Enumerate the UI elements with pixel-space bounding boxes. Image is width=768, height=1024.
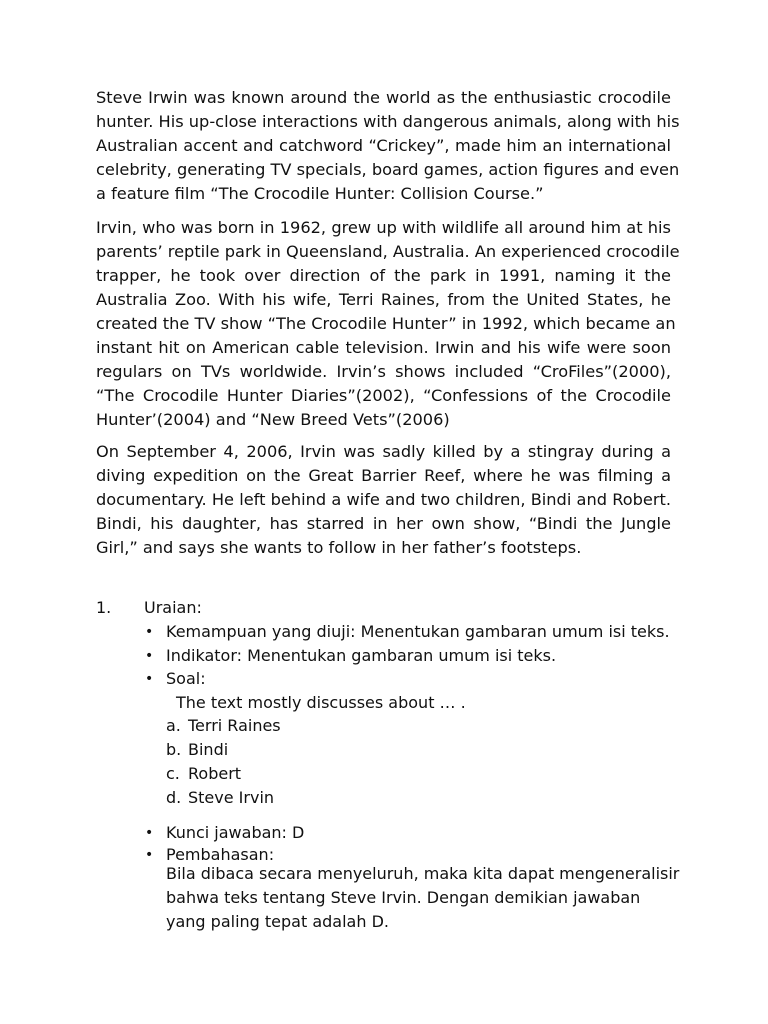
pembahasan-line: yang paling tepat adalah D. xyxy=(166,912,389,931)
kunci-jawaban: Kunci jawaban: D xyxy=(166,823,305,842)
paragraph-line: Irvin, who was born in 1962, grew up with wildlife all around him at his xyxy=(96,218,671,237)
pembahasan-line: Bila dibaca secara menyeluruh, maka kita dapat mengeneralisir xyxy=(166,864,680,883)
pembahasan-line: bahwa teks tentang Steve Irvin. Dengan demikian jawaban xyxy=(166,888,641,907)
paragraph-line: Australian accent and catchword “Crickey”, made him an international xyxy=(96,136,671,155)
option-text: Robert xyxy=(188,764,242,783)
indikator-text: Indikator: Menentukan gambaran umum isi teks. xyxy=(166,646,557,665)
paragraph-line: documentary. He left behind a wife and two children, Bindi and Robert. xyxy=(96,490,671,509)
paragraph-line: Steve Irwin was known around the world as the enthusiastic crocodile xyxy=(96,88,671,107)
paragraph-line: On September 4, 2006, Irvin was sadly killed by a stingray during a xyxy=(96,442,671,461)
paragraph-line: Australia Zoo. With his wife, Terri Raines, from the United States, he xyxy=(96,290,671,309)
bullet-icon: • xyxy=(145,847,154,863)
option-text: Terri Raines xyxy=(188,716,281,735)
paragraph-line: parents’ reptile park in Queensland, Australia. An experienced crocodile xyxy=(96,242,680,261)
bullet-icon: • xyxy=(145,825,154,841)
bullet-icon: • xyxy=(145,648,154,664)
bullet-icon: • xyxy=(145,624,154,640)
option-text: Bindi xyxy=(188,740,229,759)
option-letter: b. xyxy=(166,740,182,759)
paragraph-line: Hunter’(2004) and “New Breed Vets”(2006) xyxy=(96,410,450,429)
option-letter: a. xyxy=(166,716,181,735)
paragraph-line: created the TV show “The Crocodile Hunter” in 1992, which became an xyxy=(96,314,676,333)
paragraph-line: Bindi, his daughter, has starred in her own show, “Bindi the Jungle xyxy=(96,514,671,533)
option-letter: c. xyxy=(166,764,180,783)
question-stem: The text mostly discusses about … . xyxy=(176,693,466,712)
paragraph-line: a feature film “The Crocodile Hunter: Collision Course.” xyxy=(96,184,544,203)
paragraph-line: celebrity, generating TV specials, board games, action figures and even xyxy=(96,160,680,179)
option-text: Steve Irvin xyxy=(188,788,275,807)
pembahasan-label: Pembahasan: xyxy=(166,845,275,864)
paragraph-2 xyxy=(96,216,680,432)
bullet-icon: • xyxy=(145,671,154,687)
kemampuan-text: Kemampuan yang diuji: Menentukan gambaran umum isi teks. xyxy=(166,622,670,641)
option-letter: d. xyxy=(166,788,182,807)
paragraph-line: trapper, he took over direction of the park in 1991, naming it the xyxy=(96,266,671,285)
paragraph-1 xyxy=(96,86,680,206)
paragraph-line: hunter. His up-close interactions with dangerous animals, along with his xyxy=(96,112,680,131)
question-number: 1. xyxy=(96,598,112,617)
paragraph-3 xyxy=(96,440,671,560)
paragraph-line: diving expedition on the Great Barrier Reef, where he was filming a xyxy=(96,466,671,485)
paragraph-line: “The Crocodile Hunter Diaries”(2002), “Confessions of the Crocodile xyxy=(96,386,671,405)
soal-label: Soal: xyxy=(166,669,206,688)
paragraph-line: regulars on TVs worldwide. Irvin’s shows included “CroFiles”(2000), xyxy=(96,362,671,381)
paragraph-line: Girl,” and says she wants to follow in her father’s footsteps. xyxy=(96,538,582,557)
question-heading: Uraian: xyxy=(144,598,202,617)
paragraph-line: instant hit on American cable television. Irwin and his wife were soon xyxy=(96,338,671,357)
